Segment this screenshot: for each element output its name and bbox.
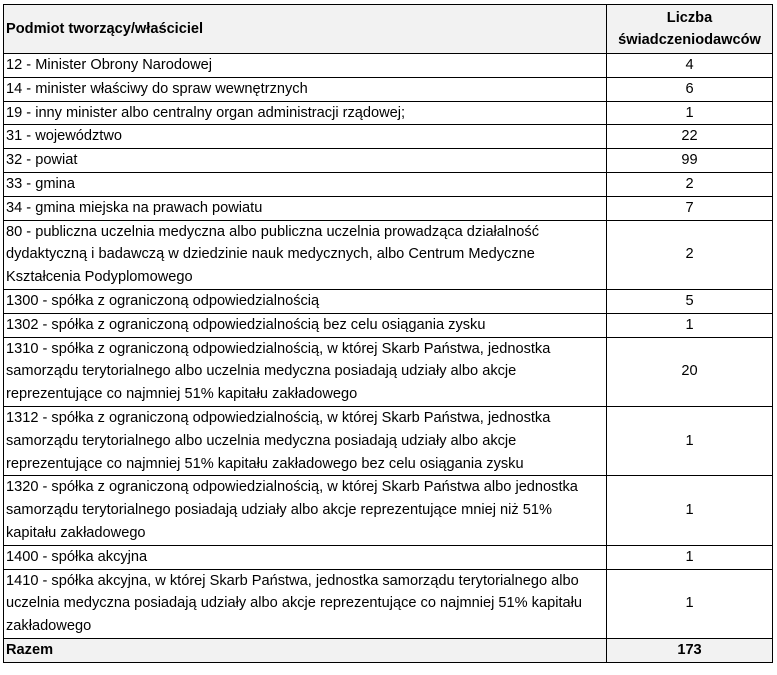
- row-value: 5: [607, 289, 773, 313]
- table-row: [4, 172, 773, 196]
- table-row: [4, 313, 773, 337]
- row-label: 19 - inny minister albo centralny organ administracji rządowej;: [4, 101, 607, 125]
- row-label: 34 - gmina miejska na prawach powiatu: [4, 196, 607, 220]
- row-value: 20: [607, 337, 773, 406]
- row-label: 1312 - spółka z ograniczoną odpowiedzialnością, w której Skarb Państwa, jednostka samorządu terytorialnego albo uczelnia medyczna posiadają udziały albo akcje reprezentujące co najmniej 51% kapitału zakładowego bez celu osiągania zysku: [4, 406, 607, 475]
- table-row: [4, 196, 773, 220]
- row-label: 31 - województwo: [4, 125, 607, 149]
- table-row: [4, 77, 773, 101]
- total-label: Razem: [4, 638, 607, 662]
- header-owner: Podmiot tworzący/właściciel: [4, 5, 607, 54]
- row-label: 14 - minister właściwy do spraw wewnętrznych: [4, 77, 607, 101]
- table-row: [4, 476, 773, 545]
- row-value: 1: [607, 476, 773, 545]
- row-label: 32 - powiat: [4, 149, 607, 173]
- row-value: 22: [607, 125, 773, 149]
- table-row: [4, 406, 773, 475]
- row-value: 1: [607, 313, 773, 337]
- row-value: 1: [607, 101, 773, 125]
- row-label: 1300 - spółka z ograniczoną odpowiedzialnością: [4, 289, 607, 313]
- table-row: [4, 101, 773, 125]
- table-row: [4, 545, 773, 569]
- total-row: [4, 638, 773, 662]
- header-row: [4, 5, 773, 54]
- row-value: 6: [607, 77, 773, 101]
- total-value: 173: [607, 638, 773, 662]
- header-count-line1: Liczba: [666, 10, 713, 26]
- row-label: 1302 - spółka z ograniczoną odpowiedzialnością bez celu osiągania zysku: [4, 313, 607, 337]
- row-value: 2: [607, 220, 773, 289]
- row-value: 1: [607, 406, 773, 475]
- row-label: 1400 - spółka akcyjna: [4, 545, 607, 569]
- row-label: 33 - gmina: [4, 172, 607, 196]
- providers-table: [3, 4, 773, 663]
- row-label: 80 - publiczna uczelnia medyczna albo publiczna uczelnia prowadząca działalność dydaktyczną i badawczą w dziedzinie nauk medycznych, albo Centrum Medyczne Kształcenia Podyplomowego: [4, 220, 607, 289]
- table-row: [4, 289, 773, 313]
- row-value: 1: [607, 545, 773, 569]
- row-value: 2: [607, 172, 773, 196]
- row-value: 1: [607, 569, 773, 638]
- header-count: [607, 5, 773, 54]
- table-row: [4, 149, 773, 173]
- row-label: 1320 - spółka z ograniczoną odpowiedzialnością, w której Skarb Państwa albo jednostka samorządu terytorialnego posiadają udziały albo akcje reprezentujące mniej niż 51% kapitału zakładowego: [4, 476, 607, 545]
- row-label: 12 - Minister Obrony Narodowej: [4, 54, 607, 78]
- table-body: [4, 54, 773, 639]
- table-row: [4, 337, 773, 406]
- table-row: [4, 569, 773, 638]
- row-value: 7: [607, 196, 773, 220]
- table-row: [4, 54, 773, 78]
- row-value: 99: [607, 149, 773, 173]
- row-label: 1310 - spółka z ograniczoną odpowiedzialnością, w której Skarb Państwa, jednostka samorządu terytorialnego albo uczelnia medyczna posiadają udziały albo akcje reprezentujące co najmniej 51% kapitału zakładowego: [4, 337, 607, 406]
- row-label: 1410 - spółka akcyjna, w której Skarb Państwa, jednostka samorządu terytorialnego albo uczelnia medyczna posiadają udziały albo akcje reprezentujące co najmniej 51% kapitału zakładowego: [4, 569, 607, 638]
- table-row: [4, 220, 773, 289]
- header-count-line2: świadczeniodawców: [618, 32, 761, 48]
- table-row: [4, 125, 773, 149]
- row-value: 4: [607, 54, 773, 78]
